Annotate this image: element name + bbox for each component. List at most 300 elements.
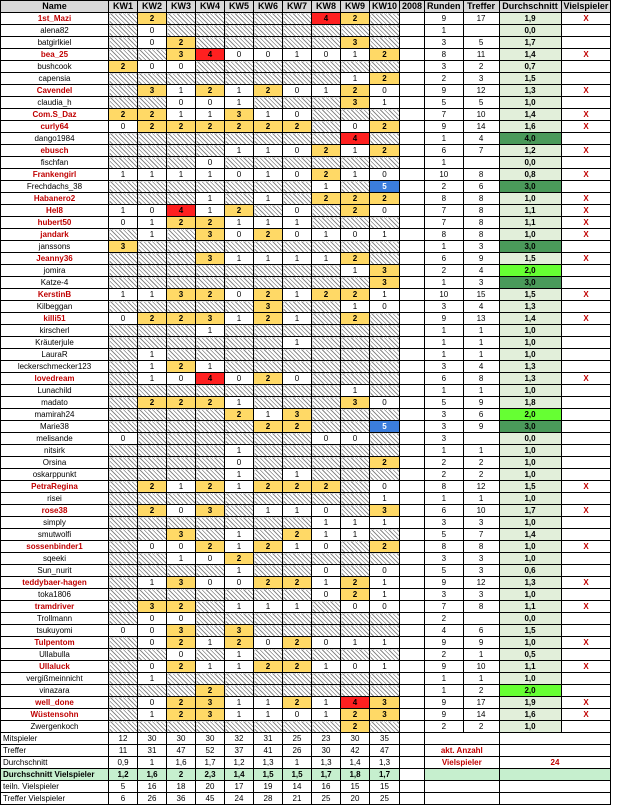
treffer-cell: 2 bbox=[463, 457, 499, 469]
week-cell bbox=[196, 145, 225, 157]
week-cell bbox=[312, 37, 341, 49]
treffer-cell: 4 bbox=[463, 133, 499, 145]
week-cell bbox=[341, 349, 370, 361]
player-name: Sun_nurit bbox=[1, 565, 109, 577]
week-cell: 4 bbox=[196, 49, 225, 61]
week-cell: 1 bbox=[196, 637, 225, 649]
week-cell bbox=[254, 25, 283, 37]
treffer-cell: 9 bbox=[463, 397, 499, 409]
week-cell: 1 bbox=[225, 697, 254, 709]
treffer-cell: 1 bbox=[463, 493, 499, 505]
week-cell: 0 bbox=[370, 301, 400, 313]
week-cell bbox=[254, 61, 283, 73]
table-row bbox=[1, 181, 611, 193]
week-cell bbox=[370, 685, 400, 697]
week-cell bbox=[167, 685, 196, 697]
week-cell: 1 bbox=[109, 169, 138, 181]
week-cell bbox=[196, 601, 225, 613]
week-cell: 3 bbox=[225, 109, 254, 121]
vielspieler-mark: X bbox=[561, 13, 611, 25]
header-name: Name bbox=[1, 1, 109, 13]
player-name: PetraRegina bbox=[1, 481, 109, 493]
week-cell bbox=[312, 685, 341, 697]
week-cell: 2 bbox=[254, 541, 283, 553]
treffer-cell: 4 bbox=[463, 301, 499, 313]
week-cell bbox=[138, 49, 167, 61]
player-name: batgirlkiel bbox=[1, 37, 109, 49]
week-cell: 2 bbox=[225, 409, 254, 421]
week-cell bbox=[225, 265, 254, 277]
treffer-cell: 6 bbox=[463, 181, 499, 193]
info-empty bbox=[499, 793, 611, 805]
vielspieler-mark bbox=[561, 385, 611, 397]
spacer-cell bbox=[400, 421, 425, 433]
week-cell bbox=[254, 133, 283, 145]
table-row bbox=[1, 505, 611, 517]
average-cell: 0,5 bbox=[499, 649, 561, 661]
week-cell: 2 bbox=[138, 505, 167, 517]
week-cell: 0 bbox=[283, 109, 312, 121]
summary-rows bbox=[1, 733, 611, 805]
table-row bbox=[1, 289, 611, 301]
vielspieler-mark: X bbox=[561, 229, 611, 241]
treffer-cell: 17 bbox=[463, 697, 499, 709]
week-cell bbox=[254, 337, 283, 349]
week-cell bbox=[370, 673, 400, 685]
player-name: fischfan bbox=[1, 157, 109, 169]
table-row bbox=[1, 673, 611, 685]
vielspieler-mark bbox=[561, 625, 611, 637]
week-cell bbox=[167, 493, 196, 505]
week-cell bbox=[254, 565, 283, 577]
week-cell: 2 bbox=[341, 13, 370, 25]
average-cell: 1,0 bbox=[499, 229, 561, 241]
week-cell bbox=[138, 589, 167, 601]
week-cell bbox=[225, 301, 254, 313]
week-cell: 2 bbox=[283, 697, 312, 709]
treffer-cell: 10 bbox=[463, 661, 499, 673]
week-cell: 1 bbox=[312, 661, 341, 673]
week-cell bbox=[312, 121, 341, 133]
week-cell: 0 bbox=[254, 49, 283, 61]
week-cell bbox=[138, 337, 167, 349]
spacer-cell bbox=[400, 25, 425, 37]
week-cell: 2 bbox=[196, 481, 225, 493]
average-cell: 1,0 bbox=[499, 337, 561, 349]
treffer-cell: 5 bbox=[463, 97, 499, 109]
week-cell: 1 bbox=[167, 169, 196, 181]
week-cell bbox=[254, 73, 283, 85]
week-cell bbox=[283, 721, 312, 733]
week-cell: 1 bbox=[254, 145, 283, 157]
week-cell: 1 bbox=[225, 145, 254, 157]
week-cell: 3 bbox=[370, 265, 400, 277]
player-name: Ullaluck bbox=[1, 661, 109, 673]
treffer-cell: 3 bbox=[463, 565, 499, 577]
summary-label: Mitspieler bbox=[1, 733, 109, 745]
week-cell bbox=[167, 337, 196, 349]
week-cell: 2 bbox=[196, 121, 225, 133]
runden-cell: 1 bbox=[425, 277, 464, 289]
runden-cell: 1 bbox=[425, 325, 464, 337]
week-cell bbox=[138, 133, 167, 145]
player-name: Com.S_Daz bbox=[1, 109, 109, 121]
treffer-cell: 2 bbox=[463, 685, 499, 697]
runden-cell: 7 bbox=[425, 217, 464, 229]
week-cell bbox=[283, 625, 312, 637]
week-cell: 0 bbox=[167, 61, 196, 73]
week-cell: 2 bbox=[283, 121, 312, 133]
week-cell: 1 bbox=[109, 289, 138, 301]
week-cell bbox=[138, 457, 167, 469]
vielspieler-mark bbox=[561, 97, 611, 109]
table-row bbox=[1, 73, 611, 85]
week-cell bbox=[225, 73, 254, 85]
week-cell: 1 bbox=[283, 469, 312, 481]
week-cell: 2 bbox=[312, 289, 341, 301]
table-row bbox=[1, 481, 611, 493]
week-cell: 1 bbox=[167, 553, 196, 565]
week-cell: 1 bbox=[254, 193, 283, 205]
player-name: smutwolfi bbox=[1, 529, 109, 541]
week-cell: 0 bbox=[138, 613, 167, 625]
week-cell: 2 bbox=[196, 217, 225, 229]
week-cell bbox=[167, 445, 196, 457]
week-cell bbox=[225, 181, 254, 193]
vielspieler-mark: X bbox=[561, 289, 611, 301]
week-cell: 0 bbox=[283, 85, 312, 97]
week-cell bbox=[109, 181, 138, 193]
week-cell bbox=[283, 325, 312, 337]
week-cell: 2 bbox=[254, 577, 283, 589]
week-cell: 0 bbox=[167, 373, 196, 385]
spacer-cell bbox=[400, 277, 425, 289]
week-cell: 2 bbox=[167, 37, 196, 49]
header-kw2: KW2 bbox=[138, 1, 167, 13]
week-cell: 1 bbox=[225, 85, 254, 97]
week-cell bbox=[109, 421, 138, 433]
week-cell: 0 bbox=[225, 373, 254, 385]
week-cell bbox=[341, 625, 370, 637]
week-cell: 1 bbox=[254, 697, 283, 709]
player-name: oskarppunkt bbox=[1, 469, 109, 481]
runden-cell: 1 bbox=[425, 133, 464, 145]
week-cell: 2 bbox=[312, 145, 341, 157]
runden-cell: 3 bbox=[425, 421, 464, 433]
player-name: simply bbox=[1, 517, 109, 529]
table-row bbox=[1, 685, 611, 697]
week-cell bbox=[138, 385, 167, 397]
summary-value: 35 bbox=[370, 733, 400, 745]
average-cell: 2,0 bbox=[499, 685, 561, 697]
player-name: KerstinB bbox=[1, 289, 109, 301]
week-cell: 1 bbox=[312, 517, 341, 529]
summary-value: 15 bbox=[341, 781, 370, 793]
runden-cell: 1 bbox=[425, 349, 464, 361]
summary-value: 25 bbox=[283, 733, 312, 745]
summary-value: 30 bbox=[138, 733, 167, 745]
week-cell: 1 bbox=[225, 709, 254, 721]
table-row bbox=[1, 529, 611, 541]
spacer-cell bbox=[400, 769, 425, 781]
runden-cell: 9 bbox=[425, 697, 464, 709]
treffer-cell: 9 bbox=[463, 253, 499, 265]
summary-value: 30 bbox=[341, 733, 370, 745]
week-cell bbox=[370, 109, 400, 121]
summary-value: 31 bbox=[254, 733, 283, 745]
player-name: risei bbox=[1, 493, 109, 505]
week-cell bbox=[109, 553, 138, 565]
week-cell: 1 bbox=[225, 313, 254, 325]
week-cell: 2 bbox=[370, 457, 400, 469]
week-cell: 0 bbox=[370, 397, 400, 409]
average-cell: 1,4 bbox=[499, 49, 561, 61]
summary-value: 1 bbox=[283, 757, 312, 769]
info-empty bbox=[425, 793, 500, 805]
week-cell bbox=[167, 457, 196, 469]
week-cell: 2 bbox=[341, 193, 370, 205]
week-cell: 2 bbox=[225, 553, 254, 565]
average-cell: 0,0 bbox=[499, 433, 561, 445]
week-cell: 0 bbox=[138, 637, 167, 649]
week-cell: 0 bbox=[196, 577, 225, 589]
week-cell bbox=[283, 13, 312, 25]
week-cell bbox=[341, 457, 370, 469]
week-cell bbox=[370, 313, 400, 325]
week-cell bbox=[109, 265, 138, 277]
vielspieler-mark: X bbox=[561, 661, 611, 673]
week-cell: 1 bbox=[138, 373, 167, 385]
week-cell bbox=[167, 229, 196, 241]
week-cell: 0 bbox=[283, 169, 312, 181]
average-cell: 1,0 bbox=[499, 457, 561, 469]
player-name: bushcook bbox=[1, 61, 109, 73]
week-cell: 0 bbox=[225, 229, 254, 241]
week-cell bbox=[370, 241, 400, 253]
spacer-cell bbox=[400, 709, 425, 721]
week-cell: 2 bbox=[225, 637, 254, 649]
table-row bbox=[1, 37, 611, 49]
week-cell bbox=[312, 337, 341, 349]
week-cell: 1 bbox=[254, 505, 283, 517]
week-cell bbox=[225, 589, 254, 601]
week-cell bbox=[341, 181, 370, 193]
player-name: tsukuyomi bbox=[1, 625, 109, 637]
week-cell bbox=[196, 133, 225, 145]
week-cell: 1 bbox=[225, 253, 254, 265]
week-cell bbox=[341, 373, 370, 385]
week-cell bbox=[341, 409, 370, 421]
summary-value: 5 bbox=[109, 781, 138, 793]
week-cell bbox=[196, 469, 225, 481]
week-cell: 0 bbox=[254, 637, 283, 649]
runden-cell: 8 bbox=[425, 229, 464, 241]
week-cell bbox=[167, 73, 196, 85]
week-cell: 2 bbox=[370, 145, 400, 157]
week-cell: 2 bbox=[283, 481, 312, 493]
runden-cell: 8 bbox=[425, 481, 464, 493]
week-cell: 2 bbox=[254, 313, 283, 325]
week-cell: 1 bbox=[283, 313, 312, 325]
week-cell: 3 bbox=[196, 313, 225, 325]
average-cell: 0,0 bbox=[499, 157, 561, 169]
week-cell bbox=[109, 493, 138, 505]
vielspieler-mark bbox=[561, 265, 611, 277]
week-cell: 0 bbox=[109, 217, 138, 229]
summary-value: 31 bbox=[138, 745, 167, 757]
summary-value: 37 bbox=[225, 745, 254, 757]
week-cell bbox=[138, 409, 167, 421]
week-cell: 1 bbox=[225, 481, 254, 493]
week-cell: 2 bbox=[167, 313, 196, 325]
week-cell: 3 bbox=[196, 253, 225, 265]
table-row bbox=[1, 433, 611, 445]
summary-value: 1,4 bbox=[341, 757, 370, 769]
spacer-cell bbox=[400, 145, 425, 157]
week-cell: 1 bbox=[225, 529, 254, 541]
week-cell: 4 bbox=[341, 133, 370, 145]
average-cell: 1,3 bbox=[499, 301, 561, 313]
week-cell bbox=[283, 553, 312, 565]
player-name: vinazara bbox=[1, 685, 109, 697]
treffer-cell: 2 bbox=[463, 721, 499, 733]
summary-value: 1,2 bbox=[225, 757, 254, 769]
week-cell bbox=[167, 157, 196, 169]
week-cell: 0 bbox=[196, 553, 225, 565]
vielspieler-mark bbox=[561, 589, 611, 601]
week-cell: 2 bbox=[196, 397, 225, 409]
treffer-cell: 7 bbox=[463, 145, 499, 157]
runden-cell: 8 bbox=[425, 541, 464, 553]
player-name: Marie38 bbox=[1, 421, 109, 433]
week-cell: 2 bbox=[167, 121, 196, 133]
week-cell bbox=[254, 385, 283, 397]
week-cell bbox=[225, 193, 254, 205]
header-kw7: KW7 bbox=[283, 1, 312, 13]
week-cell bbox=[196, 13, 225, 25]
week-cell bbox=[225, 325, 254, 337]
week-cell: 0 bbox=[312, 541, 341, 553]
table-row bbox=[1, 169, 611, 181]
week-cell: 1 bbox=[341, 637, 370, 649]
week-cell bbox=[341, 565, 370, 577]
week-cell bbox=[196, 421, 225, 433]
week-cell: 1 bbox=[225, 469, 254, 481]
week-cell: 2 bbox=[370, 49, 400, 61]
spacer-cell bbox=[400, 169, 425, 181]
week-cell: 3 bbox=[341, 397, 370, 409]
player-name: mamirah24 bbox=[1, 409, 109, 421]
vielspieler-mark: X bbox=[561, 85, 611, 97]
week-cell bbox=[196, 613, 225, 625]
week-cell bbox=[341, 469, 370, 481]
spacer-cell bbox=[400, 625, 425, 637]
treffer-cell: 5 bbox=[463, 37, 499, 49]
week-cell bbox=[312, 361, 341, 373]
week-cell bbox=[167, 241, 196, 253]
week-cell bbox=[196, 337, 225, 349]
week-cell bbox=[196, 385, 225, 397]
table-row bbox=[1, 517, 611, 529]
week-cell bbox=[109, 145, 138, 157]
week-cell: 0 bbox=[341, 661, 370, 673]
week-cell: 3 bbox=[196, 697, 225, 709]
week-cell: 1 bbox=[225, 649, 254, 661]
player-name: killi51 bbox=[1, 313, 109, 325]
week-cell bbox=[341, 481, 370, 493]
week-cell: 0 bbox=[225, 49, 254, 61]
week-cell bbox=[283, 613, 312, 625]
treffer-cell: 10 bbox=[463, 109, 499, 121]
week-cell bbox=[138, 517, 167, 529]
summary-value: 1,3 bbox=[370, 757, 400, 769]
week-cell: 1 bbox=[225, 97, 254, 109]
table-row bbox=[1, 13, 611, 25]
spacer-cell bbox=[400, 373, 425, 385]
week-cell bbox=[312, 205, 341, 217]
summary-row bbox=[1, 769, 611, 781]
week-cell bbox=[138, 421, 167, 433]
player-name: capensia bbox=[1, 73, 109, 85]
week-cell bbox=[254, 589, 283, 601]
spacer-cell bbox=[400, 733, 425, 745]
week-cell bbox=[283, 241, 312, 253]
week-cell: 1 bbox=[283, 217, 312, 229]
table-row bbox=[1, 625, 611, 637]
vielspieler-mark: X bbox=[561, 217, 611, 229]
spacer-cell bbox=[400, 97, 425, 109]
summary-label: Durchschnitt Vielspieler bbox=[1, 769, 109, 781]
summary-value: 15 bbox=[370, 781, 400, 793]
week-cell bbox=[312, 721, 341, 733]
treffer-cell: 4 bbox=[463, 265, 499, 277]
week-cell: 0 bbox=[312, 589, 341, 601]
runden-cell: 4 bbox=[425, 625, 464, 637]
week-cell bbox=[312, 649, 341, 661]
average-cell: 1,9 bbox=[499, 13, 561, 25]
week-cell: 2 bbox=[312, 169, 341, 181]
week-cell: 2 bbox=[138, 13, 167, 25]
treffer-cell: 1 bbox=[463, 445, 499, 457]
player-name: madato bbox=[1, 397, 109, 409]
week-cell bbox=[167, 301, 196, 313]
week-cell: 2 bbox=[341, 289, 370, 301]
summary-value: 52 bbox=[196, 745, 225, 757]
average-cell: 1,0 bbox=[499, 385, 561, 397]
spacer-cell bbox=[400, 361, 425, 373]
week-cell bbox=[225, 337, 254, 349]
header-row bbox=[1, 1, 611, 13]
week-cell: 2 bbox=[254, 421, 283, 433]
week-cell bbox=[138, 325, 167, 337]
week-cell: 3 bbox=[167, 577, 196, 589]
spacer-cell bbox=[400, 541, 425, 553]
header-year: 2008 bbox=[400, 1, 425, 13]
week-cell bbox=[196, 565, 225, 577]
week-cell bbox=[167, 673, 196, 685]
week-cell bbox=[283, 457, 312, 469]
week-cell: 0 bbox=[225, 457, 254, 469]
table-row bbox=[1, 217, 611, 229]
week-cell bbox=[109, 673, 138, 685]
week-cell: 1 bbox=[370, 517, 400, 529]
week-cell bbox=[167, 145, 196, 157]
table-row bbox=[1, 61, 611, 73]
week-cell bbox=[196, 433, 225, 445]
week-cell bbox=[225, 277, 254, 289]
average-cell: 0,8 bbox=[499, 169, 561, 181]
summary-value: 30 bbox=[196, 733, 225, 745]
